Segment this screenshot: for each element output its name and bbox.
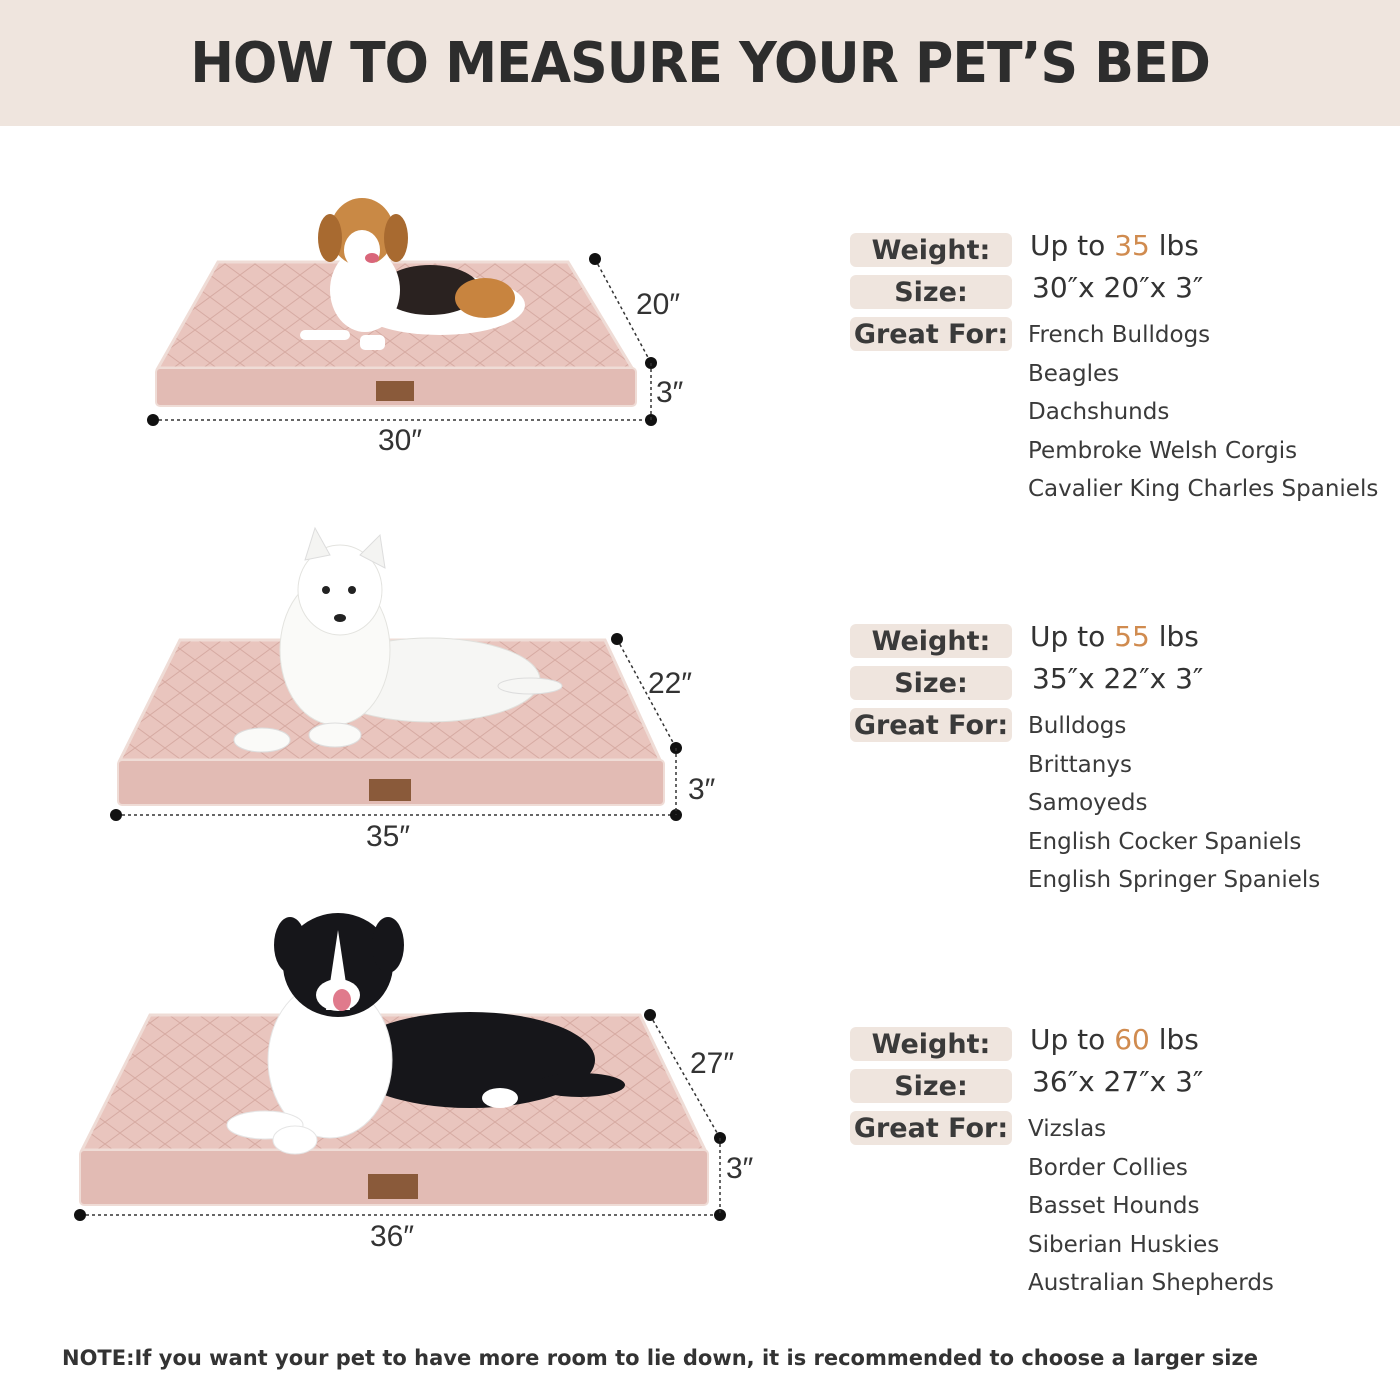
brand-tag-icon [369,779,411,801]
weight-row [850,620,1390,666]
list-item: Basset Hounds [1028,1193,1200,1219]
great-for-row [850,1111,1390,1296]
weight-value: Up to 35 lbs [1030,229,1199,262]
bed-small-height-label: 3″ [656,376,684,409]
weight-value: Up to 55 lbs [1030,620,1199,653]
list-item: English Cocker Spaniels [1028,828,1302,855]
size-row [850,271,1390,317]
brand-tag-icon [376,381,414,401]
bed-small [147,198,657,426]
weight-label: Weight: [850,233,1012,267]
size-row [850,1065,1390,1111]
great-for-label: Great For: [850,317,1012,351]
bed-large-depth-label: 27″ [690,1047,734,1080]
bed-small-width-label: 30″ [378,424,422,457]
breed-list [1028,316,1378,509]
list-item: English Springer Spaniels [1028,867,1321,893]
bed-medium [110,528,682,821]
list-item: Brittanys [1028,751,1132,778]
list-item: Bulldogs [1028,713,1127,739]
weight-value: Up to 60 lbs [1030,1023,1199,1056]
size-label: Size: [850,666,1012,700]
great-for-label: Great For: [850,1111,1012,1145]
list-item: Vizslas [1028,1116,1107,1142]
bed-large-info [850,1023,1390,1296]
weight-label: Weight: [850,624,1012,658]
great-for-row [850,708,1390,893]
breed-list [1028,707,1320,900]
bed-large [74,913,726,1221]
page-title: HOW TO MEASURE YOUR PET’S BED [190,30,1210,96]
size-value: 30″x 20″x 3″ [1032,271,1204,304]
list-item: Dachshunds [1028,399,1170,425]
list-item: Siberian Huskies [1028,1231,1220,1258]
list-item: Border Collies [1028,1154,1188,1181]
bed-medium-depth-label: 22″ [648,667,692,700]
weight-row [850,229,1390,275]
footer-note: NOTE:If you want your pet to have more room to lie down, it is recommended to choose a larger size [62,1346,1258,1370]
bed-medium-info [850,620,1390,893]
bed-small-info [850,229,1390,502]
great-for-row [850,317,1390,502]
breed-list [1028,1110,1274,1303]
list-item: French Bulldogs [1028,322,1211,348]
weight-label: Weight: [850,1027,1012,1061]
great-for-label: Great For: [850,708,1012,742]
brand-tag-icon [368,1174,418,1199]
list-item: Samoyeds [1028,790,1148,816]
weight-row [850,1023,1390,1069]
bed-large-height-label: 3″ [726,1152,754,1185]
size-row [850,662,1390,708]
list-item: Pembroke Welsh Corgis [1028,437,1298,464]
list-item: Australian Shepherds [1028,1270,1274,1296]
size-label: Size: [850,1069,1012,1103]
bed-medium-width-label: 35″ [366,820,410,853]
bed-large-width-label: 36″ [370,1220,414,1253]
size-label: Size: [850,275,1012,309]
list-item: Cavalier King Charles Spaniels [1028,476,1379,502]
bed-small-depth-label: 20″ [636,288,680,321]
size-value: 35″x 22″x 3″ [1032,662,1204,695]
bed-medium-height-label: 3″ [688,773,716,806]
size-value: 36″x 27″x 3″ [1032,1065,1204,1098]
list-item: Beagles [1028,360,1120,387]
